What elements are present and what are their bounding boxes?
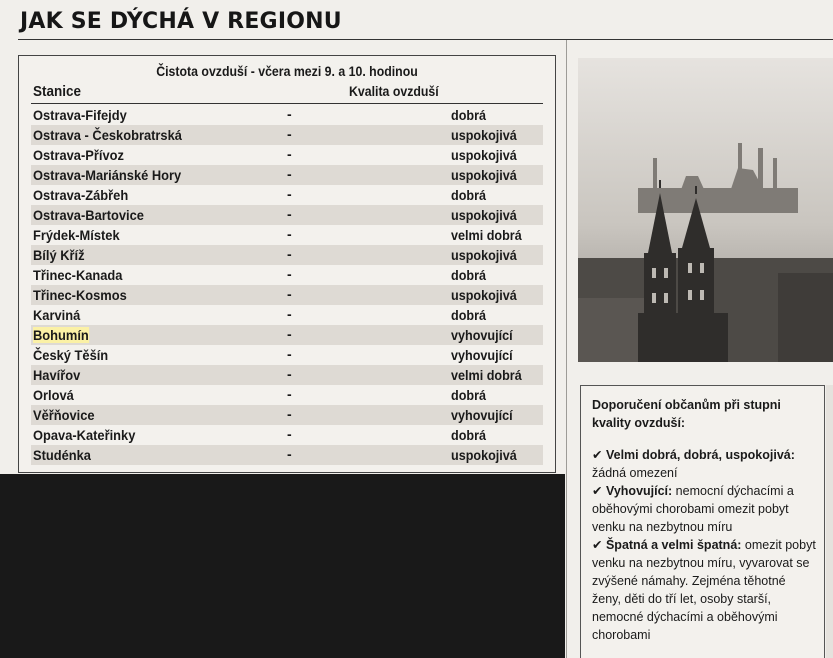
column-divider — [566, 40, 567, 658]
recommendation-item — [592, 446, 816, 482]
table-row — [31, 405, 543, 425]
separator-dash: - — [287, 426, 292, 442]
quality-value: uspokojivá — [451, 207, 517, 223]
table-title: Čistota ovzduší - včera mezi 9. a 10. hodinou — [156, 63, 418, 79]
recommendation-item — [592, 482, 816, 536]
station-name: Ostrava-Přívoz — [33, 147, 124, 163]
table-row — [31, 305, 543, 325]
station-name: Ostrava - Českobratrská — [33, 127, 182, 143]
column-header-station: Stanice — [33, 83, 82, 100]
edge-strip — [826, 385, 833, 658]
station-name: Karviná — [33, 307, 81, 323]
table-row — [31, 385, 543, 405]
recommendation-label: Velmi dobrá, dobrá, uspokojivá: — [605, 448, 795, 462]
headline-rule — [18, 39, 833, 40]
separator-dash: - — [287, 166, 292, 182]
table-row — [31, 365, 543, 385]
quality-value: dobrá — [451, 307, 487, 323]
quality-value: vyhovující — [451, 407, 513, 423]
quality-value: velmi dobrá — [451, 367, 522, 383]
table-rows — [31, 105, 543, 465]
station-name: Frýdek-Místek — [33, 227, 120, 243]
quality-value: dobrá — [451, 427, 487, 443]
quality-value: uspokojivá — [451, 147, 517, 163]
station-name: Ostrava-Fifejdy — [33, 107, 127, 123]
table-row — [31, 125, 543, 145]
table-row — [31, 245, 543, 265]
table-row — [31, 325, 543, 345]
separator-dash: - — [287, 206, 292, 222]
separator-dash: - — [287, 186, 292, 202]
station-name: Orlová — [33, 387, 74, 403]
quality-value: velmi dobrá — [451, 227, 522, 243]
station-name: Ostrava-Zábřeh — [33, 187, 129, 203]
table-row — [31, 345, 543, 365]
quality-value: uspokojivá — [451, 287, 517, 303]
station-name: Bohumín — [33, 327, 89, 343]
recommendation-text: žádná omezení — [592, 466, 678, 480]
separator-dash: - — [287, 226, 292, 242]
recommendation-label: Špatná a velmi špatná: — [605, 538, 742, 552]
separator-dash: - — [287, 406, 292, 422]
quality-value: dobrá — [451, 107, 487, 123]
quality-value: uspokojivá — [451, 447, 517, 463]
quality-value: vyhovující — [451, 327, 513, 343]
quality-value: uspokojivá — [451, 247, 517, 263]
check-icon: ✔ — [592, 448, 603, 462]
headline: JAK SE DÝCHÁ V REGIONU — [20, 9, 342, 34]
separator-dash: - — [287, 106, 292, 122]
redacted-area — [0, 474, 565, 658]
separator-dash: - — [287, 266, 292, 282]
recommendation-list — [592, 446, 816, 644]
table-row — [31, 145, 543, 165]
station-name: Ostrava-Mariánské Hory — [33, 167, 182, 183]
column-header-quality: Kvalita ovzduší — [349, 83, 439, 99]
recommendation-title: Doporučení občanům při stupni kvality ovzduší: — [592, 398, 781, 430]
quality-value: dobrá — [451, 187, 487, 203]
quality-value: uspokojivá — [451, 127, 517, 143]
header-rule — [31, 103, 543, 104]
separator-dash: - — [287, 386, 292, 402]
recommendation-text: omezit pobyt venku na nezbytnou míru, vyvarovat se zvýšené námahy. Zejména těhotné ženy, děti do tří let, osoby starší, nemocné dýchacími a oběhovými chorobami — [592, 538, 816, 642]
station-name: Opava-Kateřinky — [33, 427, 136, 443]
table-row — [31, 225, 543, 245]
separator-dash: - — [287, 306, 292, 322]
separator-dash: - — [287, 326, 292, 342]
table-row — [31, 265, 543, 285]
recommendation-text: nemocní dýchacími a oběhovými chorobami omezit pobyt venku na nezbytnou míru — [592, 484, 794, 534]
table-row — [31, 285, 543, 305]
separator-dash: - — [287, 126, 292, 142]
table-row — [31, 425, 543, 445]
check-icon: ✔ — [592, 484, 603, 498]
city-smog-photo — [578, 58, 833, 362]
station-name: Třinec-Kanada — [33, 267, 123, 283]
separator-dash: - — [287, 146, 292, 162]
separator-dash: - — [287, 246, 292, 262]
station-name: Ostrava-Bartovice — [33, 207, 144, 223]
quality-value: vyhovující — [451, 347, 513, 363]
station-name: Český Těšín — [33, 347, 109, 363]
separator-dash: - — [287, 346, 292, 362]
table-row — [31, 105, 543, 125]
separator-dash: - — [287, 446, 292, 462]
quality-value: dobrá — [451, 267, 487, 283]
station-name: Třinec-Kosmos — [33, 287, 127, 303]
separator-dash: - — [287, 286, 292, 302]
recommendation-item — [592, 536, 816, 644]
quality-value: dobrá — [451, 387, 487, 403]
station-name: Bílý Kříž — [33, 247, 85, 263]
check-icon: ✔ — [592, 538, 603, 552]
station-name: Věřňovice — [33, 407, 95, 423]
separator-dash: - — [287, 366, 292, 382]
station-name: Studénka — [33, 447, 91, 463]
table-row — [31, 205, 543, 225]
table-row — [31, 445, 543, 465]
recommendation-label: Vyhovující: — [605, 484, 673, 498]
quality-value: uspokojivá — [451, 167, 517, 183]
recommendation-box — [580, 385, 825, 658]
table-row — [31, 185, 543, 205]
station-name: Havířov — [33, 367, 81, 383]
air-quality-table — [18, 55, 556, 473]
table-row — [31, 165, 543, 185]
